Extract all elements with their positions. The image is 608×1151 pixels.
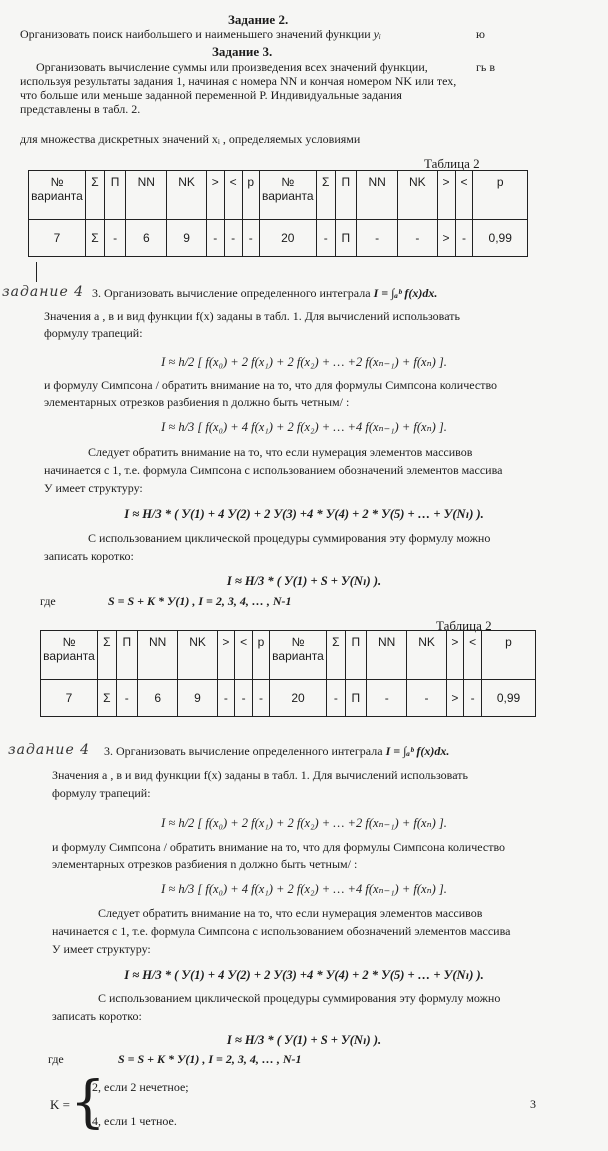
col-nn-2: NN bbox=[357, 171, 398, 220]
simpson-formula: I ≈ h/3 [ f(x₀) + 4 f(x₁) + 2 f(x₂) + … +4 f(xₙ₋₁) + f(xₙ) ]. bbox=[161, 420, 447, 434]
para2-line2-2: начинается с 1, т.е. формула Симпсона с использованием обозначений элементов массива bbox=[52, 924, 511, 938]
col-p: p bbox=[242, 171, 259, 220]
table-cell: Σ bbox=[98, 680, 117, 717]
table-cell: 9 bbox=[167, 220, 207, 257]
table-caption-2: Таблица 2 bbox=[436, 618, 492, 633]
table-cell: 0,99 bbox=[473, 220, 528, 257]
task3-side-fragment: гь в bbox=[476, 60, 496, 74]
short-formula-2: I ≈ H/3 * ( У(1) + S + У(Nₗ) ). bbox=[226, 1033, 382, 1047]
array-formula-2: I ≈ H/3 * ( У(1) + 4 У(2) + 2 У(3) +4 * У(4) + 2 * У(5) + … + У(Nₗ) ). bbox=[124, 968, 484, 982]
simpson-line1: и формулу Симпсона / обратить внимание на то, что для формулы Симпсона количество bbox=[44, 378, 498, 392]
where-formula-2: S = S + K * У(1) , I = 2, 3, 4, … , N-1 bbox=[118, 1052, 302, 1066]
integral-intro-2: 3. Организовать вычисление определенного интеграла I = ∫ₐᵇ f(x)dx. bbox=[104, 744, 450, 758]
col-nk-2: NK bbox=[407, 631, 446, 680]
task2-text: Организовать поиск наибольшего и наименьшего значений функции yᵢ bbox=[20, 27, 381, 41]
table-header-row bbox=[29, 171, 528, 220]
page-number: 3 bbox=[530, 1097, 536, 1111]
col-product: П bbox=[104, 171, 126, 220]
col-nn-2: NN bbox=[366, 631, 407, 680]
table-cell: П bbox=[345, 680, 366, 717]
col-nn: NN bbox=[126, 171, 167, 220]
col-sum: Σ bbox=[98, 631, 117, 680]
para1-line1: Значения a , в и вид функции f(x) заданы в табл. 1. Для вычислений использовать bbox=[44, 309, 460, 323]
col-gt: > bbox=[217, 631, 235, 680]
col-lt: < bbox=[224, 171, 242, 220]
col-gt-2: > bbox=[437, 171, 455, 220]
para3-line2-2: записать коротко: bbox=[52, 1009, 142, 1023]
table-cell: - bbox=[253, 680, 270, 717]
discrete-values-line: для множества дискретных значений xᵢ , определяемых условиями bbox=[20, 132, 361, 146]
col-lt-2: < bbox=[455, 171, 473, 220]
col-variant-num-2: № варианта bbox=[259, 171, 316, 220]
task3-line1: Организовать вычисление суммы или произведения всех значений функции, bbox=[36, 60, 428, 74]
table-cell: - bbox=[455, 220, 473, 257]
simpson-line2: элементарных отрезков разбиения n должно быть четным/ : bbox=[44, 395, 350, 409]
col-variant-num: № варианта bbox=[41, 631, 98, 680]
para2-line1: Следует обратить внимание на то, что если нумерация элементов массивов bbox=[88, 445, 473, 459]
where-label-2: где bbox=[48, 1052, 64, 1066]
k-case2: 4, если 1 четное. bbox=[92, 1114, 177, 1128]
trapezoid-formula-2: I ≈ h/2 [ f(x₀) + 2 f(x₁) + 2 f(x₂) + … +2 f(xₙ₋₁) + f(xₙ) ]. bbox=[161, 816, 447, 830]
table-cell: - bbox=[104, 220, 126, 257]
table-cell: - bbox=[206, 220, 224, 257]
col-variant-num-2: № варианта bbox=[270, 631, 327, 680]
table-cell: - bbox=[316, 220, 335, 257]
where-label: где bbox=[40, 594, 56, 608]
table-cell: 7 bbox=[41, 680, 98, 717]
col-sum-2: Σ bbox=[327, 631, 346, 680]
task3-title: Задание 3. bbox=[212, 44, 273, 59]
col-nk-2: NK bbox=[398, 171, 438, 220]
col-sum-2: Σ bbox=[316, 171, 335, 220]
table-cell: > bbox=[437, 220, 455, 257]
para1-line2: формулу трапеций: bbox=[44, 326, 143, 340]
col-product-2: П bbox=[335, 171, 357, 220]
col-variant-num: № варианта bbox=[29, 171, 86, 220]
col-nk: NK bbox=[167, 171, 207, 220]
table-cell: - bbox=[366, 680, 407, 717]
table-cell: 7 bbox=[29, 220, 86, 257]
table-value-row bbox=[29, 220, 528, 257]
pen-mark bbox=[36, 262, 37, 282]
brace-symbol: { bbox=[70, 1070, 106, 1135]
table-cell: - bbox=[464, 680, 482, 717]
table-cell: - bbox=[217, 680, 235, 717]
table-cell: - bbox=[224, 220, 242, 257]
col-lt-2: < bbox=[464, 631, 482, 680]
table-cell: - bbox=[235, 680, 253, 717]
col-nn: NN bbox=[137, 631, 178, 680]
table-cell: Σ bbox=[86, 220, 105, 257]
col-product: П bbox=[116, 631, 137, 680]
trapezoid-formula: I ≈ h/2 [ f(x₀) + 2 f(x₁) + 2 f(x₂) + … +2 f(xₙ₋₁) + f(xₙ) ]. bbox=[161, 355, 447, 369]
table-value-row bbox=[41, 680, 536, 717]
col-p: p bbox=[253, 631, 270, 680]
simpson-line2-2: элементарных отрезков разбиения n должно быть четным/ : bbox=[52, 857, 358, 871]
short-formula: I ≈ H/3 * ( У(1) + S + У(Nₗ) ). bbox=[226, 574, 382, 588]
variants-table-2 bbox=[40, 630, 536, 717]
table-caption: Таблица 2 bbox=[424, 156, 480, 171]
table-cell: - bbox=[357, 220, 398, 257]
task2-var: yᵢ bbox=[373, 27, 381, 41]
handwritten-note-2: задание 4 bbox=[8, 742, 91, 758]
simpson-line1-2: и формулу Симпсона / обратить внимание на то, что для формулы Симпсона количество bbox=[52, 840, 506, 854]
k-label: K = bbox=[50, 1097, 70, 1112]
integral-formula: I = ∫ₐᵇ f(x)dx. bbox=[373, 286, 438, 300]
table-cell: > bbox=[446, 680, 464, 717]
task3-line2: используя результаты задания 1, начиная с номера NN и кончая номером NK или тех, bbox=[20, 74, 457, 88]
table-cell: - bbox=[398, 220, 438, 257]
col-sum: Σ bbox=[86, 171, 105, 220]
handwritten-note: задание 4 bbox=[2, 284, 85, 300]
para3-line1: С использованием циклической процедуры суммирования эту формулу можно bbox=[88, 531, 491, 545]
col-product-2: П bbox=[345, 631, 366, 680]
col-lt: < bbox=[235, 631, 253, 680]
where-formula: S = S + K * У(1) , I = 2, 3, 4, … , N-1 bbox=[108, 594, 292, 608]
task2-title: Задание 2. bbox=[228, 12, 289, 27]
col-gt: > bbox=[206, 171, 224, 220]
col-p-2: p bbox=[473, 171, 528, 220]
array-formula: I ≈ H/3 * ( У(1) + 4 У(2) + 2 У(3) +4 * У(4) + 2 * У(5) + … + У(Nₗ) ). bbox=[124, 507, 484, 521]
para3-line1-2: С использованием циклической процедуры суммирования эту формулу можно bbox=[98, 991, 501, 1005]
task3-line4: представлены в табл. 2. bbox=[20, 102, 141, 116]
table-cell: 6 bbox=[126, 220, 167, 257]
para2-line2: начинается с 1, т.е. формула Симпсона с использованием обозначений элементов массива bbox=[44, 463, 503, 477]
table-cell: 20 bbox=[259, 220, 316, 257]
integral-intro: 3. Организовать вычисление определенного интеграла I = ∫ₐᵇ f(x)dx. bbox=[92, 286, 438, 300]
k-case1: 2, если 2 нечетное; bbox=[92, 1080, 189, 1094]
table-cell: - bbox=[116, 680, 137, 717]
table-cell: - bbox=[407, 680, 446, 717]
table-cell: - bbox=[242, 220, 259, 257]
variants-table bbox=[28, 170, 528, 257]
table-cell: 20 bbox=[270, 680, 327, 717]
integral-formula-2: I = ∫ₐᵇ f(x)dx. bbox=[385, 744, 450, 758]
para3-line2: записать коротко: bbox=[44, 549, 134, 563]
col-gt-2: > bbox=[446, 631, 464, 680]
para2-line1-2: Следует обратить внимание на то, что если нумерация элементов массивов bbox=[98, 906, 483, 920]
table-cell: 9 bbox=[178, 680, 217, 717]
para1-line1-2: Значения a , в и вид функции f(x) заданы в табл. 1. Для вычислений использовать bbox=[52, 768, 468, 782]
task3-line3: что больше или меньше заданной переменной P. Индивидуальные задания bbox=[20, 88, 402, 102]
para1-line2-2: формулу трапеций: bbox=[52, 786, 151, 800]
table-cell: П bbox=[335, 220, 357, 257]
table-header-row bbox=[41, 631, 536, 680]
simpson-formula-2: I ≈ h/3 [ f(x₀) + 4 f(x₁) + 2 f(x₂) + … +4 f(xₙ₋₁) + f(xₙ) ]. bbox=[161, 882, 447, 896]
col-nk: NK bbox=[178, 631, 217, 680]
para2-line3: У имеет структуру: bbox=[44, 481, 143, 495]
table-cell: 6 bbox=[137, 680, 178, 717]
col-p-2: p bbox=[482, 631, 536, 680]
para2-line3-2: У имеет структуру: bbox=[52, 942, 151, 956]
table-cell: 0,99 bbox=[482, 680, 536, 717]
task2-side-fragment: ю bbox=[476, 27, 485, 41]
table-cell: - bbox=[327, 680, 346, 717]
